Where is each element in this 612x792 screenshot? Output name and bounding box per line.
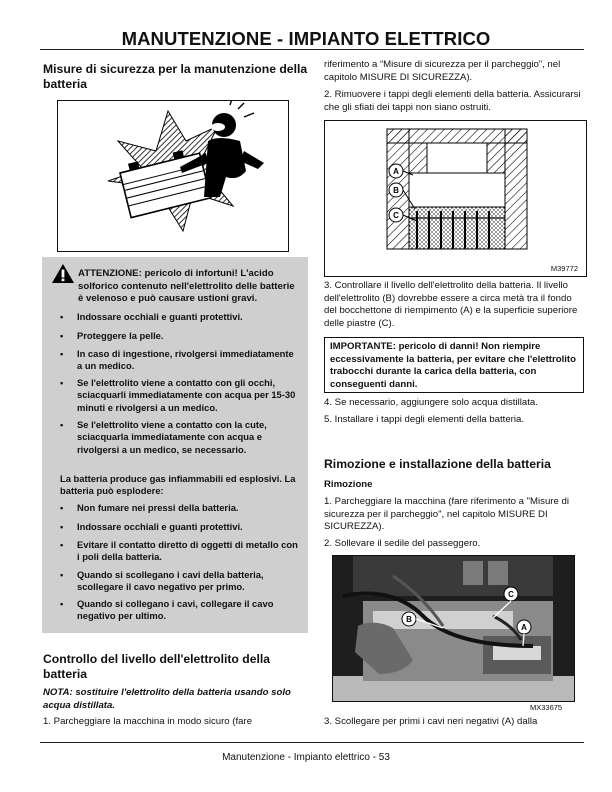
callout-c: C	[393, 211, 399, 220]
step-5: 5. Installare i tappi degli elementi della batteria.	[324, 414, 524, 425]
battery-explosion-figure	[57, 100, 289, 252]
battery-photo-figure	[332, 555, 575, 702]
note-text: NOTA: sostituire l'elettrolito della batteria usando solo acqua distillata.	[43, 687, 291, 711]
photo-caption: MX33675	[530, 703, 563, 712]
warning-bullet: • Evitare il contatto diretto di oggetti di metallo con i poli della batteria.	[60, 539, 298, 563]
battery-photo	[333, 556, 574, 701]
callout-b: B	[393, 186, 399, 195]
warning-bullet: • Indossare occhiali e guanti protettivi.	[60, 521, 243, 532]
step-4: 4. Se necessario, aggiungere solo acqua distillata.	[324, 397, 538, 408]
header-rule	[40, 49, 584, 50]
figure-caption: M39772	[550, 264, 578, 273]
removal-step-1: 1. Parcheggiare la macchina (fare riferimento a "Misure di sicurezza per il parcheggio", nel capitolo MISURE DI SICUREZZA).	[324, 496, 569, 532]
page-footer: Manutenzione - Impianto elettrico - 53	[222, 752, 390, 763]
electrolyte-level-figure	[324, 120, 587, 277]
warning-bullet: • Proteggere la pelle.	[60, 330, 164, 341]
important-text: IMPORTANTE: pericolo di danni! Non riempire eccessivamente la batteria, per evitare che l'elettrolito trabocchi durante la carica della batteria, con conseguenti danni.	[330, 341, 576, 390]
warning-bullet: • Quando si collegano i cavi, collegare il cavo negativo per ultimo.	[60, 598, 274, 622]
warning-bullet: • Se l'elettrolito viene a contatto con gli occhi, sciacquarli immediatamente con acqua per 15-30 minuti e rivolgersi a un medico.	[60, 377, 296, 413]
callout-a: A	[393, 167, 399, 176]
explosion-illustration	[58, 101, 288, 251]
warning-intro: ATTENZIONE: pericolo di infortuni! L'acido solforico contenuto nell'elettrolito delle batterie è velenoso e può causare ustioni gravi.	[78, 268, 295, 304]
removal-step-2: 2. Sollevare il sedile del passeggero.	[324, 538, 481, 549]
removal-heading: Rimozione e installazione della batteria	[324, 457, 551, 471]
callout-c: C	[508, 590, 514, 599]
footer-rule	[40, 742, 584, 743]
warning-box	[42, 257, 308, 633]
cell-cross-section-diagram	[325, 121, 586, 276]
step-1: 1. Parcheggiare la macchina in modo sicuro (fare	[43, 716, 253, 727]
warning-bullet: • In caso di ingestione, rivolgersi immediatamente a un medico.	[60, 348, 294, 372]
warning-bullet: • Se l'elettrolito viene a contatto con la cute, sciacquarla immediatamente con acqua e rivolgersi a un medico, se necessario.	[60, 419, 267, 455]
step-1-continued: riferimento a “Misure di sicurezza per il parcheggio”, nel capitolo MISURE DI SICUREZZA).	[324, 59, 561, 83]
step-3: 3. Controllare il livello dell'elettrolito della batteria. Il livello dell'elettrolito (B) dovrebbe essere a circa metà tra il fondo del bocchettone di riempimento (A) e la superficie superiore delle piastre (C).	[324, 280, 578, 329]
page-title: MANUTENZIONE - IMPIANTO ELETTRICO	[121, 28, 491, 49]
step-2: 2. Rimuovere i tappi degli elementi della batteria. Assicurarsi che gli sfiati dei tappi non siano ostruiti.	[324, 89, 581, 113]
removal-subheading: Rimozione	[324, 479, 373, 490]
level-heading: Controllo del livello dell'elettrolito della batteria	[43, 652, 271, 681]
warning-bullet: • Indossare occhiali e guanti protettivi.	[60, 311, 243, 322]
gas-warning-text: La batteria produce gas infiammabili ed esplosivi. La batteria può esplodere:	[60, 473, 296, 497]
warning-bullet: • Quando si scollegano i cavi della batteria, scollegare il cavo negativo per primo.	[60, 569, 264, 593]
important-box	[324, 337, 584, 393]
removal-step-3: 3. Scollegare per primi i cavi neri negativi (A) dalla	[324, 716, 538, 727]
callout-b: B	[406, 615, 412, 624]
safety-heading: Misure di sicurezza per la manutenzione della batteria	[43, 62, 308, 91]
warning-bullet: • Non fumare nei pressi della batteria.	[60, 502, 239, 513]
warning-triangle-icon	[51, 263, 75, 284]
callout-a: A	[521, 623, 527, 632]
